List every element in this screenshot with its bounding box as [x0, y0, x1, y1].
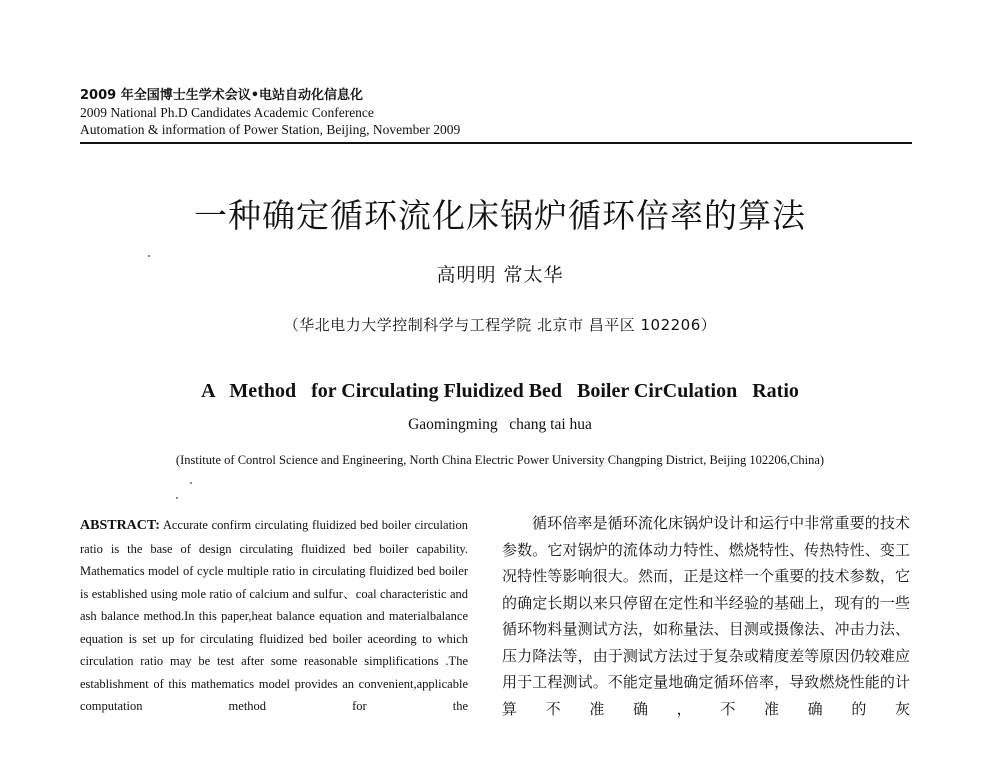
paper-title-en: A Method for Circulating Fluidized Bed Boiler CirCulation Ratio — [201, 380, 799, 402]
conference-header — [80, 87, 910, 138]
intro-paragraph: 循环倍率是循环流化床锅炉设计和运行中非常重要的技术参数。它对锅炉的流体动力特性、燃烧特性、传热特性、变工况特性等影响很大。然而，正是这样一个重要的技术参数，它的确定长期以来只停留在定性和半经验的基础上，现有的一些循环物料量测试方法，如称量法、目测或摄像法、冲击力法、压力降法等，由于测试方法过于复杂或精度差等原因仍较难应用于工程测试。不能定量地确定循环倍率，导致燃烧性能的计算不准确，不准确的灰 — [502, 514, 910, 718]
conference-name-en: 2009 National Ph.D Candidates Academic Conference — [80, 105, 374, 120]
scan-speck — [176, 497, 178, 499]
authors-cn: 高明明 常太华 — [436, 264, 564, 286]
conference-location-date: Automation & information of Power Station, Beijing, November 2009 — [80, 122, 461, 137]
scan-speck — [190, 482, 192, 484]
affiliation-cn: （华北电力大学控制科学与工程学院 北京市 昌平区 102206） — [283, 316, 717, 334]
affiliation-en: (Institute of Control Science and Engineering, North China Electric Power University Changping District, Beijing 102206,China) — [175, 453, 825, 467]
header-rule — [80, 142, 912, 144]
scan-speck — [148, 255, 150, 257]
abstract-label: ABSTRACT: — [80, 518, 160, 533]
paper-title-cn: 一种确定循环流化床锅炉循环倍率的算法 — [194, 196, 806, 235]
abstract-en — [80, 514, 468, 718]
authors-en: Gaomingming chang tai hua — [408, 416, 592, 433]
body-text-cn — [502, 510, 910, 722]
conference-name-cn: 2009 年全国博士生学术会议•电站自动化信息化 — [80, 88, 364, 103]
abstract-text: Accurate confirm circulating fluidized bed boiler circulation ratio is the base of design circulating fluidized bed boiler capability. Mathematics model of cycle multiple ratio in circulating fluidized bed boiler is established using mole ratio of calcium and sulfur、coal characteristic and ash balance method.In this paper,heat balance equation and materialbalance equation is set up for circulating fluidized bed boiler aceording to which circulation ratio may be test after some reasonable simplifications .The establishment of this mathematics model provides an convenient,applicable computation method for the — [80, 518, 469, 713]
